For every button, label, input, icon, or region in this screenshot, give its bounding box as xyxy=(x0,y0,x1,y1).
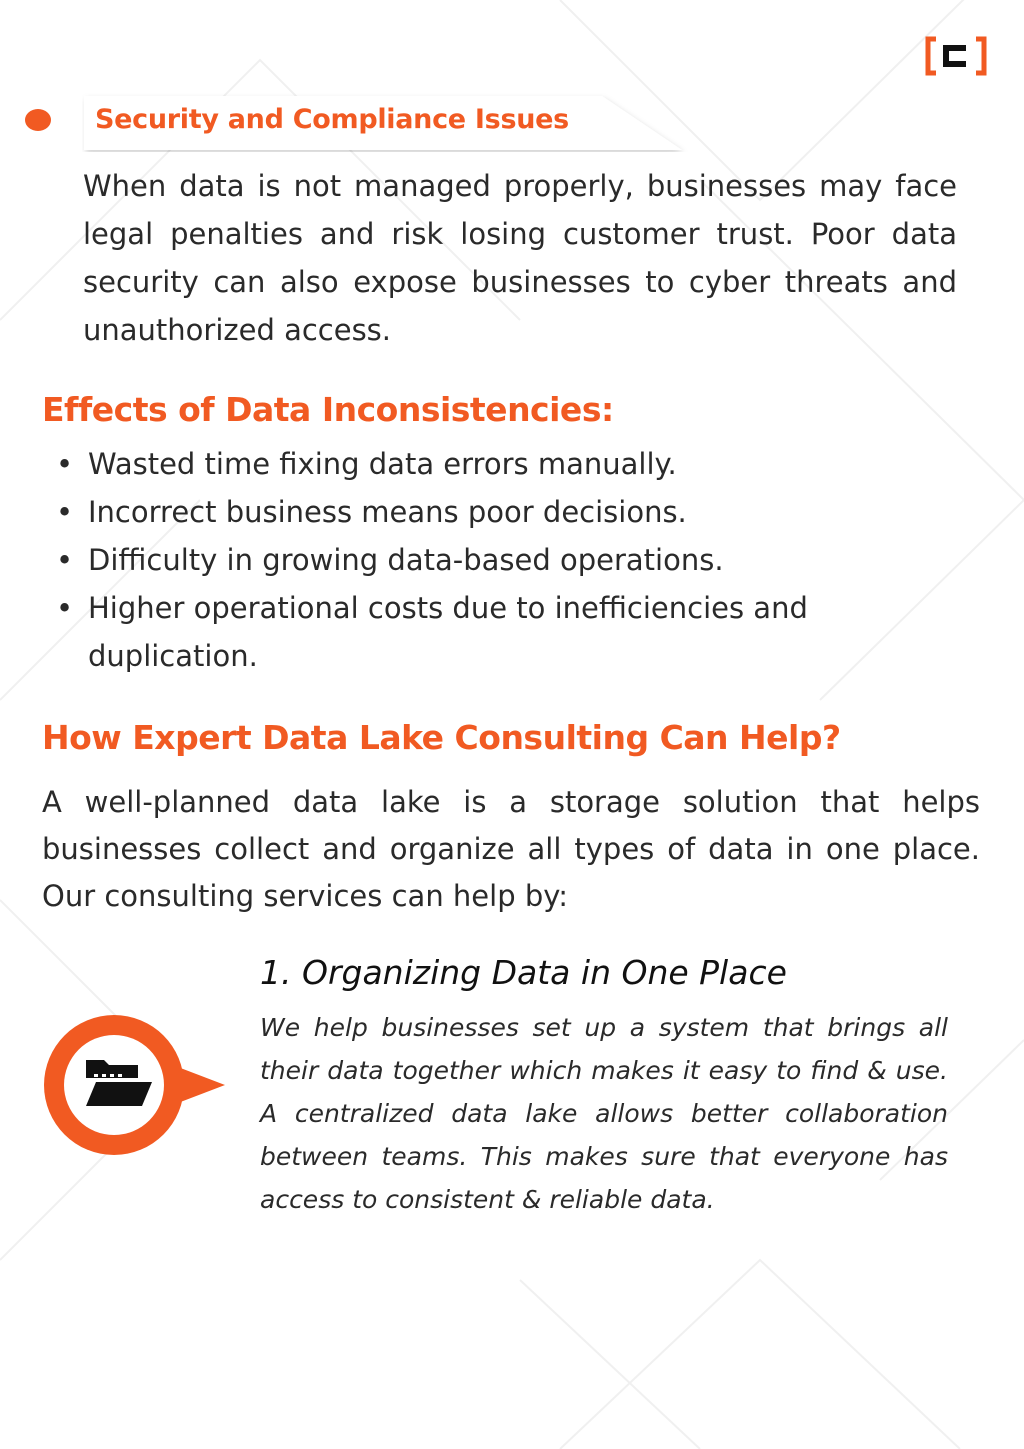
help-heading: How Expert Data Lake Consulting Can Help? xyxy=(42,718,841,757)
point-body: We help businesses set up a system that brings all their data together which makes it easy to find & use. A centralized data lake allows better collaboration between teams. This makes sure that everyone has access to consistent & reliable data. xyxy=(260,1013,948,1214)
list-item xyxy=(56,584,936,680)
effects-list xyxy=(56,440,936,680)
security-paragraph: When data is not managed properly, businesses may face legal penalties and risk losing customer trust. Poor data security can also expose businesses to cyber threats and unauthorized access. xyxy=(83,169,957,347)
security-title: Security and Compliance Issues xyxy=(95,104,569,135)
list-item-text: Difficulty in growing data-based operations. xyxy=(88,543,724,577)
list-item-text: Wasted time fixing data errors manually. xyxy=(88,447,677,481)
list-item xyxy=(56,440,936,488)
list-item-text: Incorrect business means poor decisions. xyxy=(88,495,687,529)
orange-bullet-dot xyxy=(25,109,51,131)
folder-icon xyxy=(40,1012,230,1158)
effects-heading: Effects of Data Inconsistencies: xyxy=(42,390,614,429)
bullet-glyph: • xyxy=(56,543,74,577)
bullet-glyph: • xyxy=(56,495,74,529)
bullet-glyph: • xyxy=(56,447,74,481)
point-title: 1. Organizing Data in One Place xyxy=(260,953,787,992)
bullet-glyph: • xyxy=(56,591,74,625)
list-item xyxy=(56,536,936,584)
help-paragraph: A well-planned data lake is a storage solution that helps businesses collect and organize all types of data in one place. Our consulting services can help by: xyxy=(42,785,980,913)
list-item xyxy=(56,488,936,536)
bracket-c-logo xyxy=(924,36,988,76)
security-callout xyxy=(82,92,692,152)
list-item-text: Higher operational costs due to inefficiencies and duplication. xyxy=(88,591,808,673)
